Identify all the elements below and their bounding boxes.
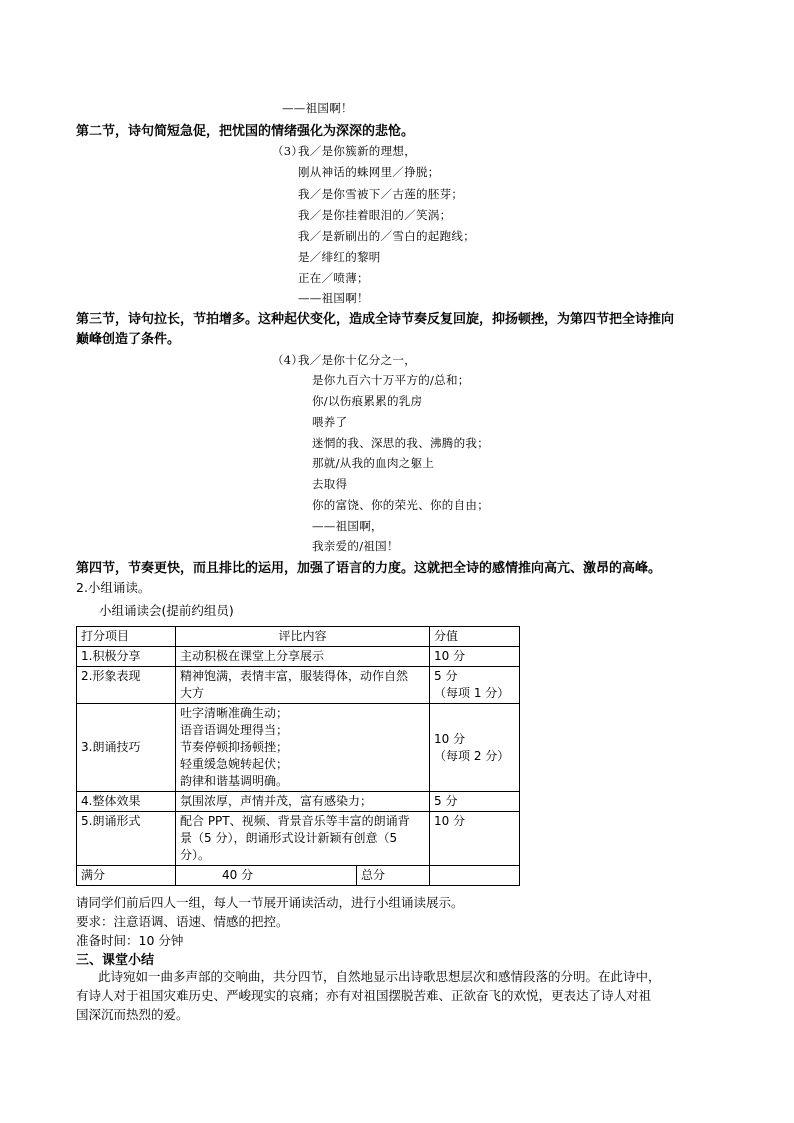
table-header-cell: 评比内容 xyxy=(176,627,430,647)
content-line: 分）。 xyxy=(180,848,211,862)
total-value: 40 分 xyxy=(176,866,357,885)
poem-line: 我／是你簇新的理想， xyxy=(298,144,416,158)
content-line: 氛围浓厚，声情并茂，富有感染力； xyxy=(180,794,373,808)
score-line: （每项 2 分） xyxy=(434,748,510,763)
table-header-cell: 分值 xyxy=(430,627,520,647)
table-cell-score xyxy=(430,647,520,667)
poem-line: ——祖国啊！ xyxy=(298,291,369,305)
table-header-cell: 打分项目 xyxy=(77,627,176,647)
group-reading-heading: 2.小组诵读。 xyxy=(76,580,151,595)
poem-line: 刚从神话的蛛网里／挣脱； xyxy=(298,165,440,179)
summary-paragraph-line: 此诗宛如一曲多声部的交响曲，共分四节，自然地显示出诗歌思想层次和感情段落的分明。在此诗中， xyxy=(98,969,661,984)
table-cell-score xyxy=(430,667,520,704)
table-cell-item: 4.整体效果 xyxy=(77,792,176,812)
content-line: 主动积极在课堂上分享展示 xyxy=(180,649,325,663)
table-cell-score xyxy=(430,704,520,792)
summary-paragraph-line: 有诗人对于祖国灾难历史、严峻现实的哀痛；亦有对祖国摆脱苦难、正欲奋飞的欢悦，更表达了诗人对祖 xyxy=(76,988,652,1003)
table-row xyxy=(77,667,520,704)
requirement-text: 要求：注意语调、语速、情感的把控。 xyxy=(76,914,289,929)
poem-line: ——祖国啊， xyxy=(312,519,383,533)
poem-line: 正在／喷薄； xyxy=(298,271,369,285)
table-row xyxy=(77,647,520,667)
content-line: 轻重缓急婉转起伏； xyxy=(180,757,289,771)
scoring-table xyxy=(76,626,520,886)
total-cell xyxy=(176,866,430,886)
table-cell-content xyxy=(176,647,430,667)
group-reading-subtitle: 小组诵读会(提前约组员) xyxy=(99,603,234,618)
activity-instruction: 请同学们前后四人一组，每人一节展开诵读活动，进行小组诵读展示。 xyxy=(76,895,464,910)
content-line: 精神饱满，表情丰富，服装得体，动作自然 xyxy=(180,669,409,683)
score-line: （每项 1 分） xyxy=(434,686,510,700)
poem-line: 你的富饶、你的荣光、你的自由； xyxy=(312,498,489,512)
table-row xyxy=(77,792,520,812)
section3-comment-line1: 第三节，诗句拉长，节拍增多。这种起伏变化，造成全诗节奏反复回旋，抑扬顿挫，为第四节把全诗推向 xyxy=(76,312,675,327)
content-line: 景（5 分），朗诵形式设计新颖有创意（5 xyxy=(180,831,398,845)
score-line: 10 分 xyxy=(434,649,466,663)
summary-heading: 三、课堂小结 xyxy=(76,953,155,968)
stanza4-number: （4） xyxy=(272,353,304,367)
section3-comment-line2: 巅峰创造了条件。 xyxy=(76,332,181,347)
table-total-row xyxy=(77,866,520,886)
stanza2-last-line: ——祖国啊！ xyxy=(282,101,353,115)
table-cell-item: 2.形象表现 xyxy=(77,667,176,704)
poem-line: 我／是你十亿分之一， xyxy=(298,353,416,367)
poem-line: 迷惘的我、深思的我、沸腾的我； xyxy=(312,436,489,450)
score-line: 10 分 xyxy=(434,814,466,828)
table-header-row xyxy=(77,627,520,647)
table-cell-score xyxy=(430,792,520,812)
stanza3-number: （3） xyxy=(272,144,304,158)
poem-line: 喂养了 xyxy=(312,415,348,429)
table-cell-content xyxy=(176,704,430,792)
sum-label: 总分 xyxy=(361,868,386,882)
poem-line: 那就/从我的血肉之躯上 xyxy=(312,456,435,470)
prep-time-text: 准备时间：10 分钟 xyxy=(76,933,184,948)
poem-line: 你/以伤痕累累的乳房 xyxy=(312,394,423,408)
content-line: 语音语调处理得当； xyxy=(180,723,289,737)
table-cell-item: 3.朗诵技巧 xyxy=(77,704,176,792)
content-line: 韵律和谐基调明确。 xyxy=(180,774,289,788)
score-line: 10 分 xyxy=(434,731,466,746)
poem-line: 我亲爱的/祖国！ xyxy=(312,539,399,553)
section2-comment: 第二节，诗句简短急促，把忧国的情绪强化为深深的悲怆。 xyxy=(76,124,415,139)
table-cell-item: 1.积极分享 xyxy=(77,647,176,667)
score-line: 5 分 xyxy=(434,669,458,683)
content-line: 节奏停顿抑扬顿挫； xyxy=(180,740,289,754)
poem-line: 我／是你挂着眼泪的／笑涡； xyxy=(298,208,452,222)
section4-comment: 第四节，节奏更快，而且排比的运用，加强了语言的力度。这就把全诗的感情推向高亢、激昂的高峰。 xyxy=(76,561,662,576)
content-line: 吐字清晰准确生动； xyxy=(180,706,289,720)
table-row xyxy=(77,812,520,866)
content-line: 大方 xyxy=(180,686,205,700)
score-line: 5 分 xyxy=(434,794,458,808)
content-line: 配合 PPT、视频、背景音乐等丰富的朗诵背 xyxy=(180,814,410,828)
table-row xyxy=(77,704,520,792)
poem-line: 是你九百六十万平方的/总和； xyxy=(312,373,470,387)
table-cell-content xyxy=(176,792,430,812)
table-cell-score xyxy=(430,812,520,866)
poem-line: 我／是你雪被下／古莲的胚芽； xyxy=(298,187,464,201)
sum-value-cell xyxy=(430,866,520,886)
total-label: 满分 xyxy=(77,866,176,886)
summary-paragraph-line: 国深沉而热烈的爱。 xyxy=(76,1007,189,1022)
poem-line: 是／绯红的黎明 xyxy=(298,250,381,264)
table-cell-content xyxy=(176,667,430,704)
table-cell-content xyxy=(176,812,430,866)
poem-line: 我／是新刷出的／雪白的起跑线； xyxy=(298,229,475,243)
poem-line: 去取得 xyxy=(312,477,348,491)
table-cell-item: 5.朗诵形式 xyxy=(77,812,176,866)
